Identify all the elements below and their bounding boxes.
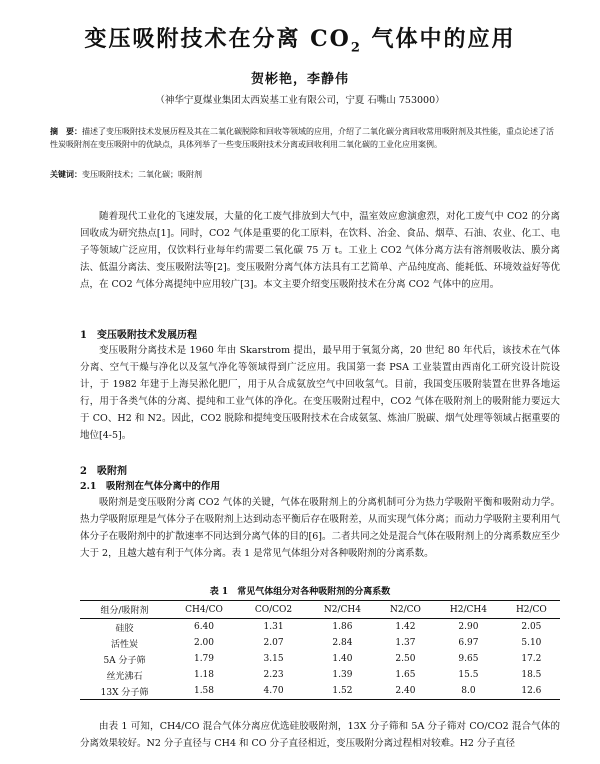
table-cell: 1.18: [193, 670, 215, 680]
keywords-label: 关键词：: [50, 169, 82, 179]
table-cell: 活性炭: [111, 639, 139, 650]
table-cell: 1.86: [332, 622, 353, 632]
keywords: [50, 168, 560, 181]
table-cell: 8.0: [461, 686, 476, 696]
table-cell: 6.97: [458, 638, 479, 648]
table-header-cell: CO/CO2: [254, 604, 293, 615]
table-cell: 2.00: [193, 638, 215, 648]
table-cell: 1.37: [395, 638, 416, 648]
table-cell: 18.5: [521, 670, 542, 680]
table-row: [80, 619, 560, 636]
table-cell: 3.15: [263, 654, 284, 664]
keywords-text: 变压吸附技术；二氧化碳；吸附剂: [82, 170, 202, 179]
table-cell: 1.79: [193, 654, 215, 664]
table-caption: 表 1 常见气体组分对各种吸附剂的分离系数: [209, 587, 391, 597]
table-cell: 丝光沸石: [106, 671, 143, 682]
table-cell: 1.39: [332, 670, 353, 680]
section-1-paragraph: 变压吸附分离技术是 1960 年由 Skarstrom 提出，最早用于氧氮分离，20 世纪 80 年代后，该技术在气体分离、空气干燥与净化以及氢气净化等领域得到广泛应用。我国第一套 PSA 工业装置由西南化工研究设计院设计，于 1982 年建于上海吴淞化肥厂，用于从合成氨放空气中回收氢气。目前，我国变压吸附装置在世界各地运行，用于各类气体的分离、提纯和工业气体的净化。在变压吸附过程中，CO2 气体在吸附剂上的吸附能力要远大于 CO、H2 和 N2。因此，CO2 脱除和提纯变压吸附技术在合成氨氢、炼油厂脱碳、烟气处理等领域占据重要的地位[4-5]。: [80, 345, 560, 441]
table-cell: 1.40: [332, 654, 353, 664]
table-header-cell: H2/CH4: [449, 604, 487, 615]
table-cell: 9.65: [458, 654, 479, 664]
section-2-1-paragraph: 吸附剂是变压吸附分离 CO2 气体的关键，气体在吸附剂上的分离机制可分为热力学吸附平衡和吸附动力学。热力学吸附原理是气体分子在吸附剂上达到动态平衡后存在吸附差，从而实现气体分离；而动力学吸附主要利用气体分子在吸附剂中的扩散速率不同达到分离气体的目的[6]。二者共同之处是混合气体在吸附剂上的分离系数应至少大于 2，且越大越有利于气体分离。表 1 是常见气体组分对各种吸附剂的分离系数。: [80, 497, 560, 559]
table-cell: 4.70: [263, 686, 284, 696]
table-cell: 13X 分子筛: [100, 687, 149, 698]
separation-coefficient-table: [80, 600, 560, 700]
affiliation: （神华宁夏煤业集团太西炭基工业有限公司，宁夏 石嘴山 753000）: [155, 95, 445, 106]
table-cell: 12.6: [521, 686, 542, 696]
abstract: [50, 125, 560, 151]
section-heading-2-1: 2.1 吸附剂在气体分离中的作用: [80, 481, 221, 492]
section-heading-1: 1 变压吸附技术发展历程: [80, 330, 197, 341]
table-header-cell: N2/CO: [390, 604, 421, 615]
table-cell: 1.31: [263, 622, 284, 632]
table-cell: 2.50: [395, 654, 416, 664]
table-cell: 17.2: [521, 654, 542, 664]
table-cell: 1.65: [395, 670, 416, 680]
table-cell: 2.84: [332, 638, 353, 648]
table-discussion-paragraph: 由表 1 可知，CH4/CO 混合气体分离应优选硅胶吸附剂，13X 分子筛和 5A 分子筛对 CO/CO2 混合气体的分离效果较好。N2 分子直径与 CH4 和 CO 分子直径相近，变压吸附分离过程相对较难。H2 分子直径: [80, 721, 560, 749]
table-cell: 2.05: [521, 622, 542, 632]
table-cell: 1.58: [193, 686, 215, 696]
page-title: 变压吸附技术在分离 $CO_2$ 气体中的应用: [84, 26, 516, 56]
table-row: [80, 651, 560, 667]
table-header-row: [80, 601, 560, 619]
table-cell: 硅胶: [115, 623, 134, 634]
table-row: [80, 667, 560, 683]
table-header-cell: CH4/CO: [185, 604, 223, 615]
table-cell: 2.90: [458, 622, 479, 632]
section-heading-2: 2 吸附剂: [80, 466, 127, 477]
abstract-text: 描述了变压吸附技术发展历程及其在二氧化碳脱除和回收等领域的应用，介绍了二氧化碳分离回收常用吸附剂及其性能，重点论述了活性炭吸附剂在变压吸附中的优缺点，具体列举了一些变压吸附技术分离或回收利用二氧化碳的工业化应用案例。: [50, 127, 554, 149]
table-row: [80, 683, 560, 700]
table-cell: 1.52: [332, 686, 353, 696]
table-header-cell: N2/CH4: [323, 604, 361, 615]
table-header-cell: 组分/吸附剂: [100, 606, 149, 616]
intro-paragraph: 随着现代工业化的飞速发展，大量的化工废气排放到大气中，温室效应愈演愈烈，对化工废气中 CO2 的分离回收成为研究热点[1]。同时，CO2 气体是重要的化工原料，在饮料、冶金、食品、烟草、石油、农业、化工、电子等领域广泛应用，仅饮料行业每年约需要二氧化碳 75 万 t。工业上 CO2 气体分离方法有溶剂吸收法、膜分离法、低温分离法、变压吸附法等[2]。变压吸附分离气体方法具有工艺简单、产品纯度高、能耗低、环境效益好等优点，在 CO2 气体分离提纯中应用较广[3]。本文主要介绍变压吸附技术在分离 CO2 气体中的应用。: [80, 211, 560, 290]
table-cell: 2.40: [395, 686, 416, 696]
table-cell: 5.10: [521, 638, 542, 648]
table-cell: 15.5: [458, 670, 479, 680]
table-cell: 1.42: [395, 622, 416, 632]
table-cell: 6.40: [193, 622, 215, 632]
authors: 贺彬艳，李静伟: [250, 72, 349, 87]
table-cell: 2.07: [263, 638, 284, 648]
abstract-label: 摘 要：: [50, 126, 82, 136]
table-cell: 5A 分子筛: [103, 655, 146, 666]
table-row: [80, 635, 560, 651]
table-header-cell: H2/CO: [515, 604, 547, 615]
table-cell: 2.23: [263, 670, 284, 680]
